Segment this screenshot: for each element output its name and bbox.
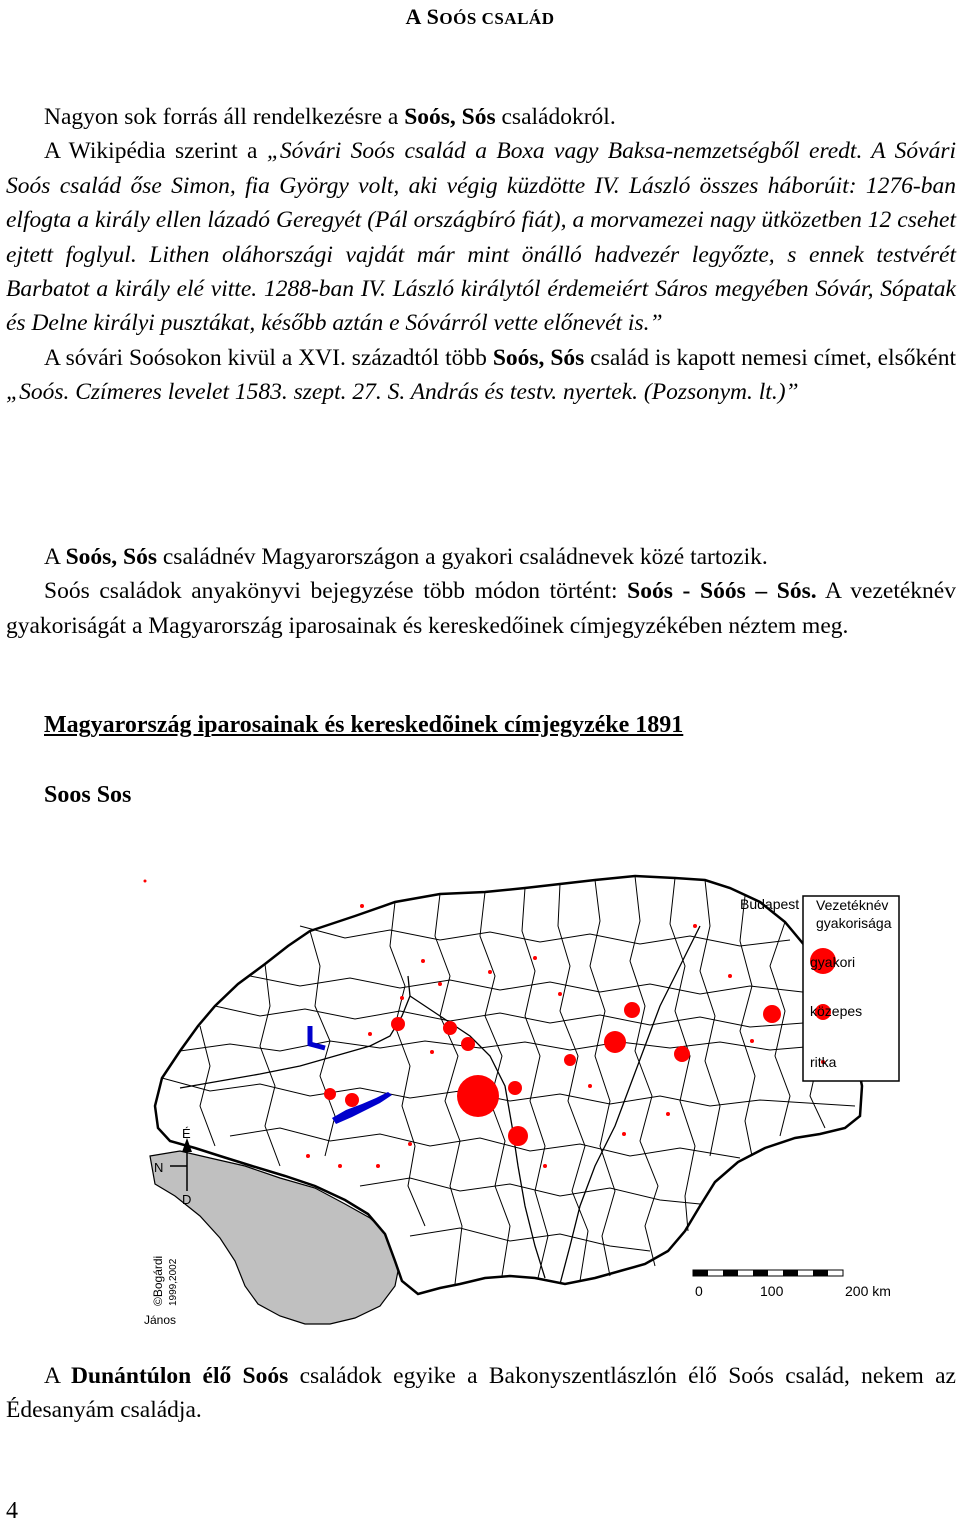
scale-bar	[693, 1270, 891, 1299]
dot-small	[306, 1154, 310, 1158]
scale-label-0: 0	[695, 1283, 703, 1299]
dot-small	[368, 1032, 372, 1036]
dot-small	[622, 1132, 626, 1136]
copyright-name: János	[144, 1313, 177, 1327]
legend-item-rare: ritka	[810, 1054, 837, 1070]
dot-medium	[564, 1054, 576, 1066]
dot-small	[400, 996, 404, 1000]
paragraph-family: A Dunántúlon élő Soós családok egyike a Bakonyszentlászlón élő Soós család, nekem az Édesanyám családja.	[6, 1363, 956, 1424]
copyright-text: ©Bogárdi	[151, 1255, 165, 1306]
dot-medium	[461, 1037, 475, 1051]
legend-item-medium: közepes	[810, 1003, 863, 1019]
dot-small	[360, 904, 364, 908]
page-number: 4	[6, 1498, 18, 1524]
dot-small	[421, 959, 425, 963]
dot-large	[457, 1075, 499, 1117]
scale-label-100: 100	[760, 1283, 784, 1299]
compass-north: É	[182, 1126, 191, 1141]
dot-medium	[604, 1031, 626, 1053]
surname-frequency-map	[140, 866, 920, 1336]
dot-small	[728, 974, 732, 978]
surname-list: Soos Sos	[44, 782, 132, 808]
legend-title-line-1: Vezetéknév	[816, 897, 889, 913]
dot-medium	[443, 1021, 457, 1035]
dot-small	[376, 1164, 380, 1168]
dot-medium	[674, 1046, 690, 1062]
paragraph-frequency: A Soós, Sós családnév Magyarországon a gyakori családnevek közé tartozik. Soós családok anyakönyvi bejegyzése több módon történt: Soós - Sóós – Sós. A vezetéknév gyakoriságát a Magyarország iparosainak és kereskedőinek címjegyzékében néztem meg.	[6, 544, 956, 639]
dot-small	[408, 1142, 412, 1146]
dot-small	[558, 992, 562, 996]
dot-medium	[763, 1005, 781, 1023]
city-label-budapest: Budapest	[740, 896, 800, 912]
dot-small	[338, 1164, 342, 1168]
scale-label-200: 200 km	[845, 1283, 891, 1299]
dot-medium	[508, 1126, 528, 1146]
dot-small	[588, 1084, 592, 1088]
legend	[803, 896, 899, 1081]
compass-south: D	[182, 1192, 192, 1207]
legend-item-frequent: gyakori	[810, 954, 856, 970]
section-heading: Magyarország iparosainak és kereskedõinek címjegyzéke 1891	[44, 712, 684, 738]
dot-small	[750, 1039, 754, 1043]
dot-medium	[345, 1093, 359, 1107]
dot-medium	[508, 1081, 522, 1095]
dot-medium	[324, 1088, 336, 1100]
dot-small	[543, 1164, 547, 1168]
dot-medium	[391, 1017, 405, 1031]
legend-title-line-2: gyakorisága	[816, 915, 892, 931]
dot-small	[438, 982, 442, 986]
page-title: A SOÓS CSALÁD	[405, 4, 555, 29]
dot-small	[430, 1050, 434, 1054]
dot-small	[533, 956, 537, 960]
dot-medium	[624, 1002, 640, 1018]
copyright-year: 1999,2002	[168, 1258, 179, 1306]
dot-small	[488, 970, 492, 974]
dot-small	[666, 1112, 670, 1116]
dot-small	[693, 924, 697, 928]
paragraph-sources: Nagyon sok forrás áll rendelkezésre a Soós, Sós családokról. A Wikipédia szerint a „Sóvári Soós család a Boxa vagy Baksa-nemzetségből eredt. A Sóvári Soós család őse Simon, fia György volt, aki végig küzdötte IV. László összes háborúit: 1276-ban elfogta a király ellen lázadó Geregyét (Pál országbíró fiát), a morvamezei nagy ütközetben 12 csehet ejtett foglyul. Lithen oláhországi vajdát már mint önálló hadvezér legyőzte, s ennek testvérét Barbatot a király elé vitte. 1288-ban IV. László királytól érdemeiért Sáros megyében Sóvár, Sópatak és Delne királyi pusztákat, később aztán e Sóvárról vette előnevét is.” A sóvári Soósokon kivül a XVI. századtól több Soós, Sós család is kapott nemesi címet, elsőként „Soós. Czímeres levelet 1583. szept. 27. S. András és testv. nyertek. (Pozsonym. lt.)”	[6, 104, 956, 406]
dot-small	[144, 880, 147, 883]
compass-west: N	[154, 1160, 164, 1175]
